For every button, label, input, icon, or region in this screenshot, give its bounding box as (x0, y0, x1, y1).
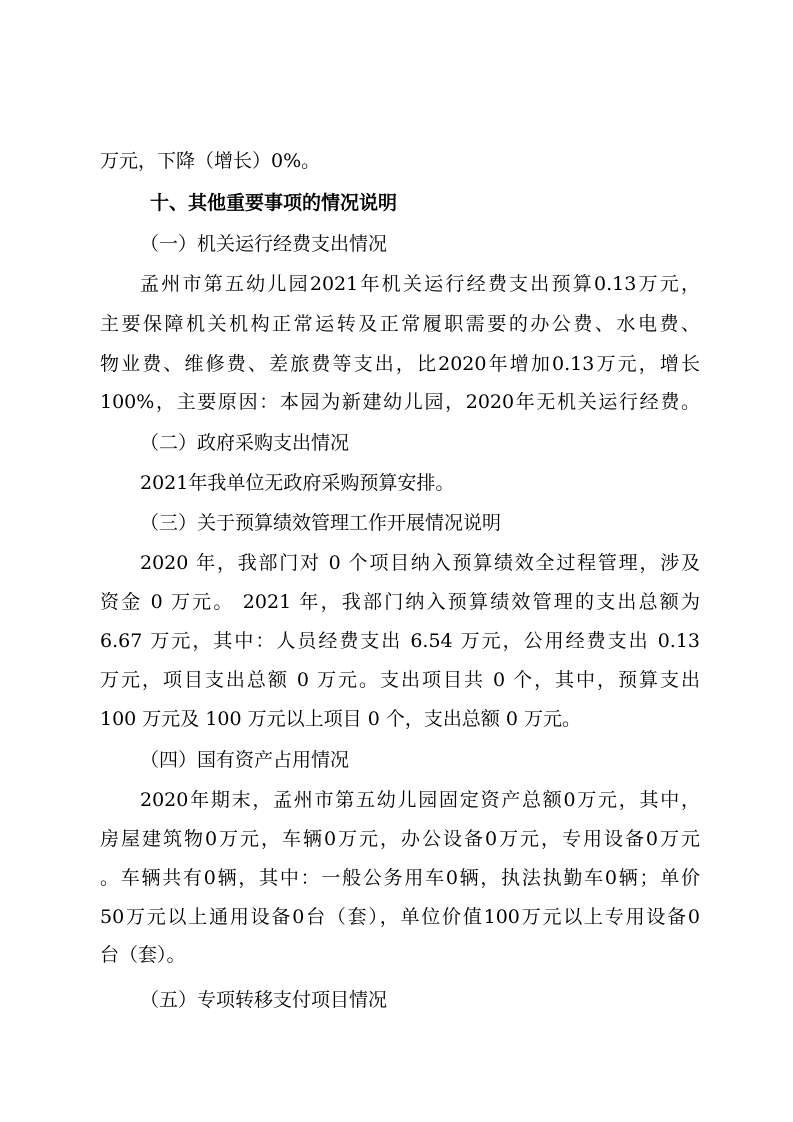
paragraph-line: 台（套）。 (100, 944, 186, 966)
paragraph-line: 100 万元及 100 万元以上项目 0 个，支出总额 0 万元。 (100, 708, 581, 730)
paragraph-line: 2020年期末，孟州市第五幼儿园固定资产总额0万元，其中， (140, 789, 700, 811)
paragraph-line: 主要保障机关机构正常运转及正常履职需要的办公费、水电费、 (100, 313, 700, 335)
paragraph-line: 孟州市第五幼儿园2021年机关运行经费支出预算0.13万元， (140, 273, 700, 295)
subsection-heading: （一）机关运行经费支出情况 (140, 233, 388, 255)
paragraph-line: 。车辆共有0辆，其中：一般公务用车0辆，执法执勤车0辆；单价 (100, 867, 700, 889)
paragraph-line: 万元，下降（增长）0%。 (100, 150, 321, 172)
paragraph-line: 2021年我单位无政府采购预算安排。 (140, 472, 455, 494)
paragraph-line: 100%，主要原因：本园为新建幼儿园，2020年无机关运行经费。 (100, 391, 700, 413)
paragraph-line: 资金 0 万元。 2021 年，我部门纳入预算绩效管理的支出总额为 (100, 591, 700, 613)
paragraph-line: 物业费、维修费、差旅费等支出，比2020年增加0.13万元，增长 (100, 353, 700, 375)
paragraph-line: 万元，项目支出总额 0 万元。支出项目共 0 个，其中，预算支出 (100, 669, 700, 691)
paragraph-line: 2020 年，我部门对 0 个项目纳入预算绩效全过程管理，涉及 (140, 552, 700, 574)
section-heading: 十、其他重要事项的情况说明 (150, 192, 398, 214)
subsection-heading: （二）政府采购支出情况 (140, 432, 350, 454)
paragraph-line: 50万元以上通用设备0台（套），单位价值100万元以上专用设备0 (100, 906, 700, 928)
subsection-heading: （三）关于预算绩效管理工作开展情况说明 (140, 512, 502, 534)
paragraph-line: 6.67 万元，其中：人员经费支出 6.54 万元，公用经费支出 0.13 (100, 630, 700, 652)
paragraph-line: 房屋建筑物0万元，车辆0万元，办公设备0万元，专用设备0万元 (100, 828, 700, 850)
subsection-heading: （五）专项转移支付项目情况 (140, 989, 388, 1011)
subsection-heading: （四）国有资产占用情况 (140, 749, 350, 771)
